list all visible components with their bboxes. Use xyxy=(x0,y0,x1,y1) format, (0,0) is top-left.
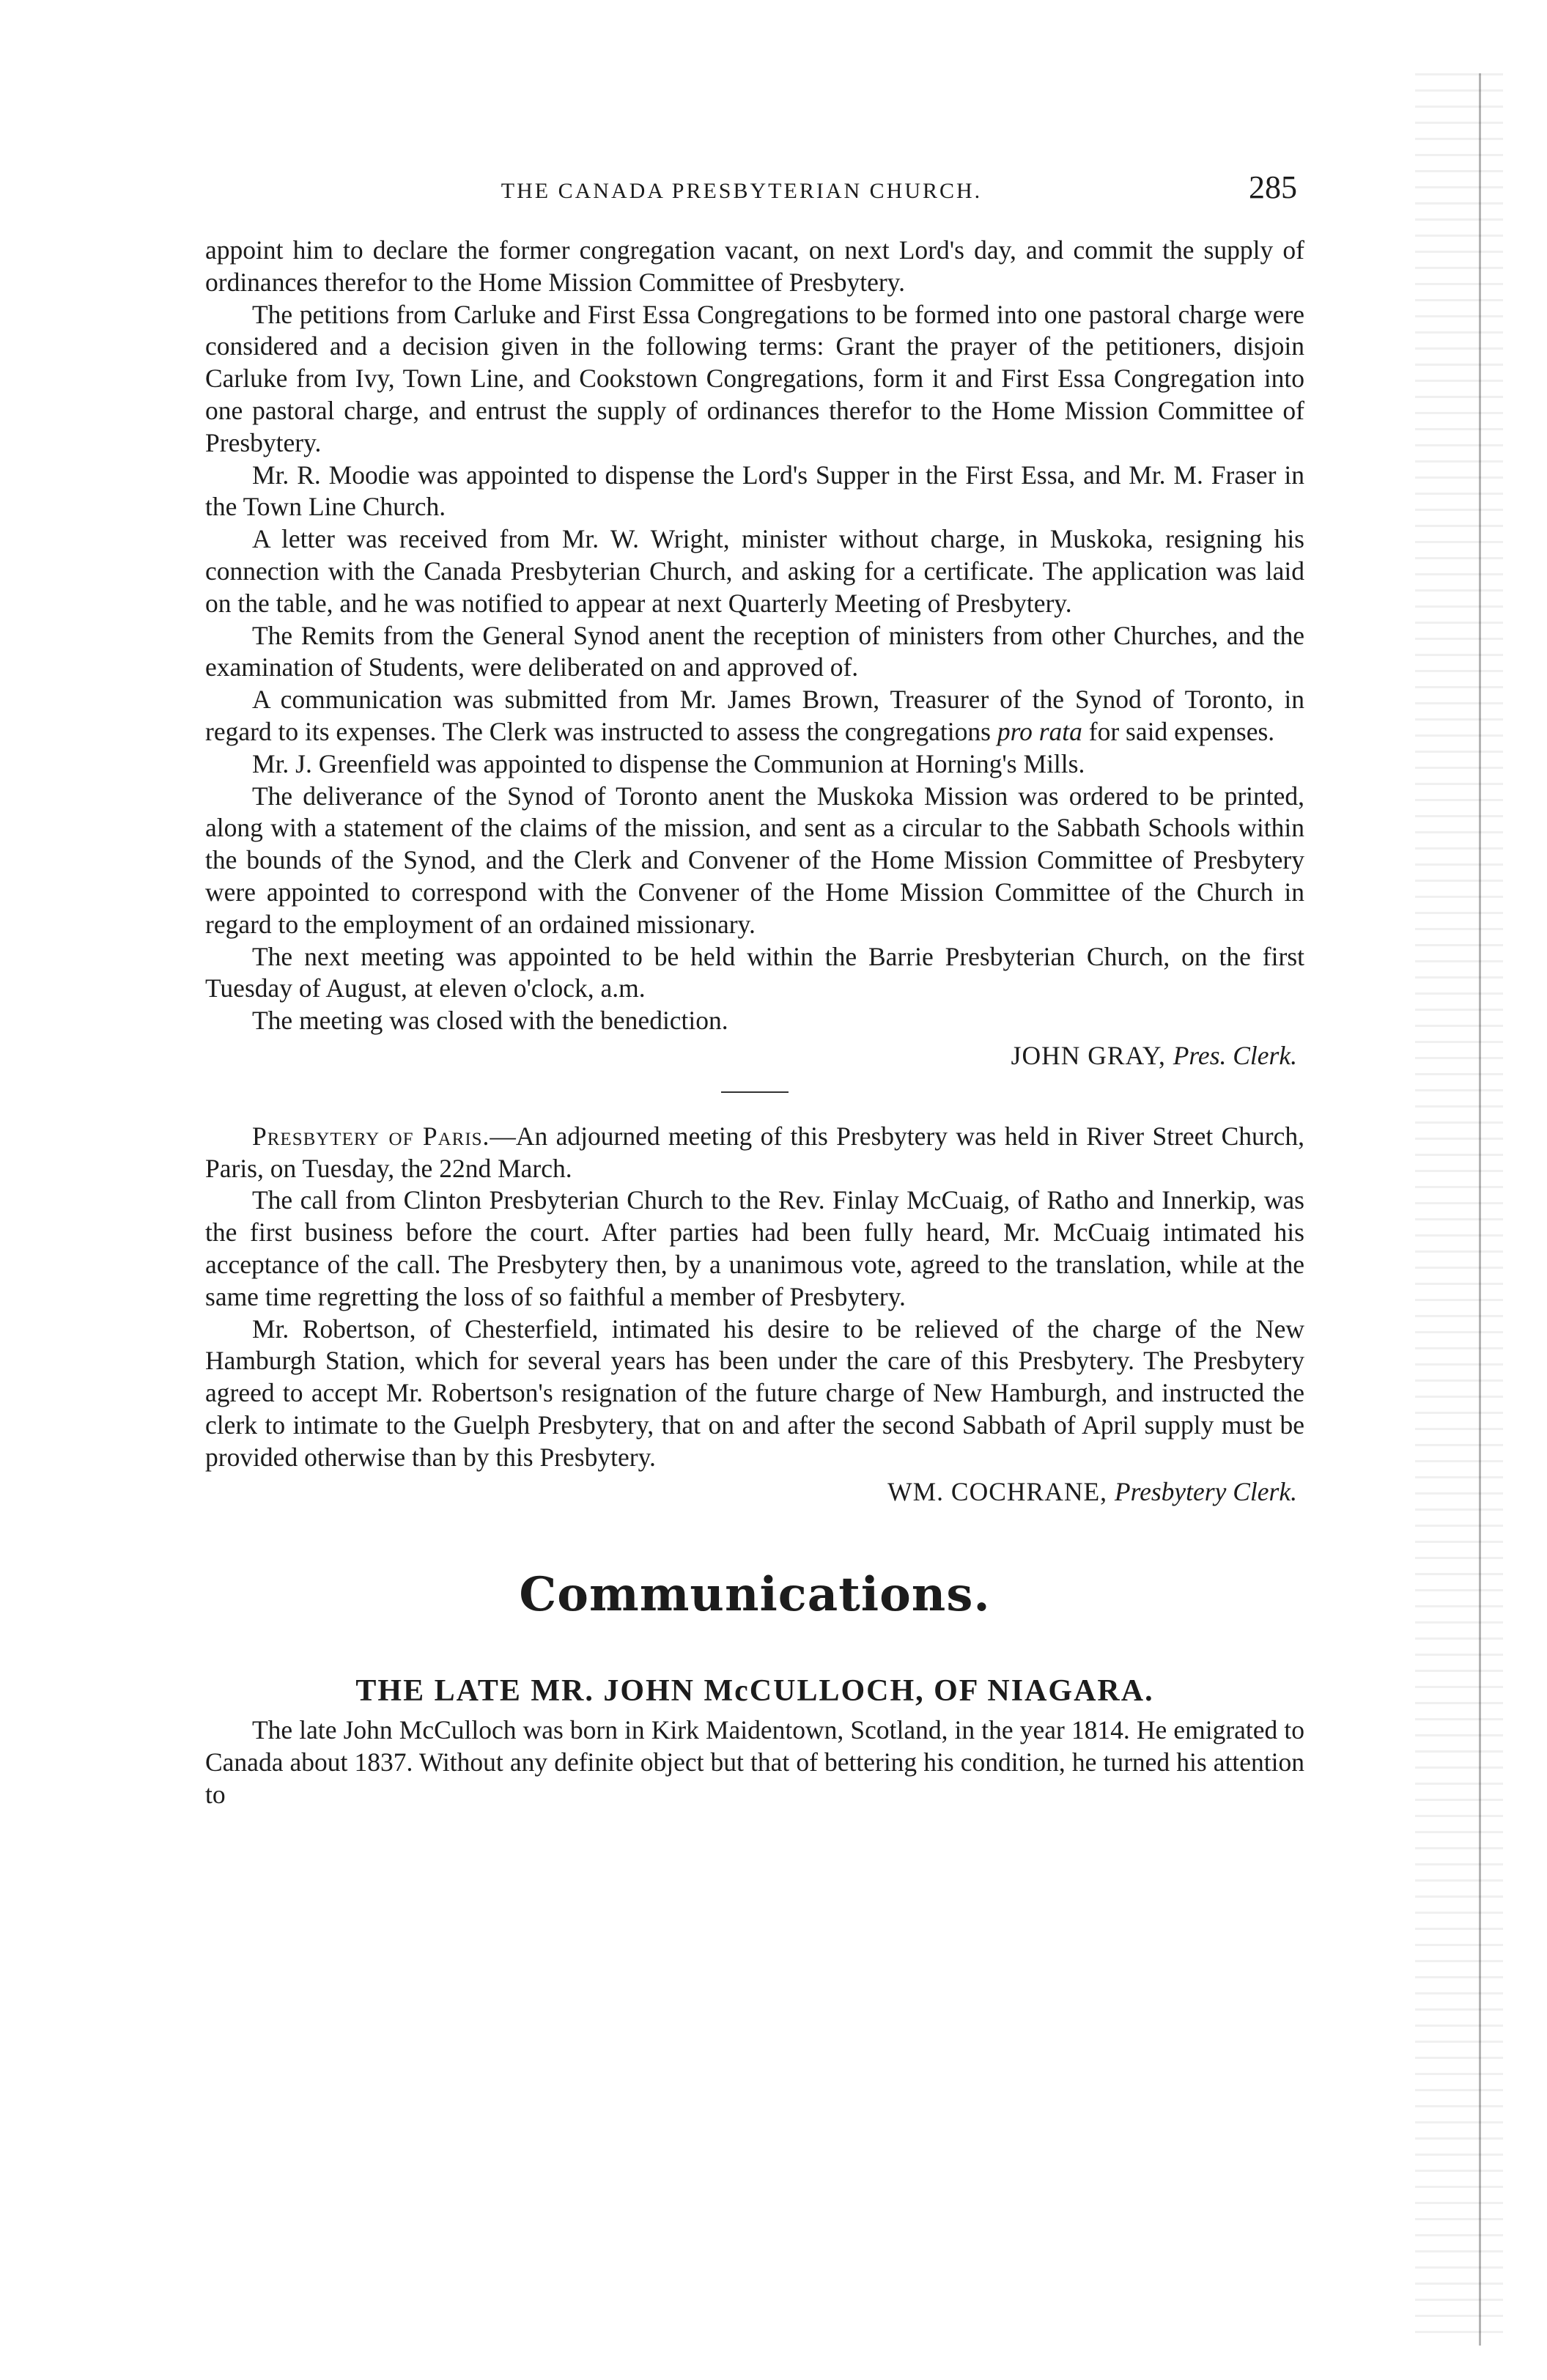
running-header xyxy=(205,169,1304,220)
minutes-paragraph xyxy=(205,1121,1304,1185)
signature-name: WM. COCHRANE, xyxy=(887,1477,1108,1507)
minutes-paragraph: The call from Clinton Presbyterian Church to the Rev. Finlay McCuaig, of Ratho and Innerkip, was the first business before the court. After parties had been fully heard, Mr. McCuaig intimated his acceptance of the call. The Presbytery then, by a unanimous vote, agreed to the translation, while at the same time regretting the loss of so faithful a member of Presbytery. xyxy=(205,1185,1304,1311)
minutes-paragraph: A letter was received from Mr. W. Wright, minister without charge, in Muskoka, resigning his connection with the Canada Presbyterian Church, and asking for a certificate. The application was laid on the table, and he was notified to appear at next Quarterly Meeting of Presbytery. xyxy=(205,524,1304,618)
paragraph-text: for said expenses. xyxy=(1088,716,1275,746)
article xyxy=(205,1673,1304,1810)
paris-presbytery-minutes xyxy=(205,1121,1304,1509)
signature-name: JOHN GRAY, xyxy=(1011,1040,1166,1070)
paragraph-text: A communication was submitted from Mr. James Brown, Treasurer of the Synod of Toronto, in regard to its expenses. The Clerk was instructed to assess the congregations xyxy=(205,685,1304,746)
minutes-paragraph: Mr. Robertson, of Chesterfield, intimated his desire to be relieved of the charge of the New Hamburgh Station, which for several years has been under the care of this Presbytery. The Presbytery agreed to accept Mr. Robertson's resignation of the future charge of New Hamburgh, and instructed the clerk to intimate to the Guelph Presbytery, that on and after the second Sabbath of April supply must be provided otherwise than by this Presbytery. xyxy=(205,1314,1304,1472)
minutes-paragraph xyxy=(205,684,1304,748)
section-lead: Presbytery of Paris. xyxy=(252,1121,490,1151)
scanned-page-edge xyxy=(1415,73,1503,2346)
communications-heading: Communications. xyxy=(519,1567,991,1623)
signature-role: Pres. Clerk. xyxy=(1173,1040,1297,1070)
minutes-paragraph: appoint him to declare the former congregation vacant, on next Lord's day, and commit the supply of ordinances therefor to the Home Mission Committee of Presbytery. xyxy=(205,235,1304,297)
paragraph-text: —An adjourned meeting of this Presbytery was held in River Street Church, Paris, on Tuesday, the 22nd March. xyxy=(205,1121,1304,1183)
barrie-presbytery-minutes xyxy=(205,235,1304,1072)
minutes-paragraph: The Remits from the General Synod anent the reception of ministers from other Churches, and the examination of Students, were deliberated on and approved of. xyxy=(205,620,1304,682)
running-title: THE CANADA PRESBYTERIAN CHURCH. xyxy=(501,179,983,203)
italic-phrase: pro rata xyxy=(997,716,1082,746)
minutes-paragraph: The meeting was closed with the benediction. xyxy=(252,1006,728,1036)
minutes-paragraph: Mr. R. Moodie was appointed to dispense the Lord's Supper in the First Essa, and Mr. M. Fraser in the Town Line Church. xyxy=(205,460,1304,522)
signature-role: Presbytery Clerk. xyxy=(1114,1477,1297,1507)
minutes-paragraph: The next meeting was appointed to be held within the Barrie Presbyterian Church, on the first Tuesday of August, at eleven o'clock, a.m. xyxy=(205,941,1304,1003)
minutes-paragraph: The petitions from Carluke and First Essa Congregations to be formed into one pastoral charge were considered and a decision given in the following terms: Grant the prayer of the petitioners, disjoin Carluke from Ivy, Town Line, and Cookstown Congregations, form it and First Essa Congregation into one pastoral charge, and entrust the supply of ordinances therefor to the Home Mission Committee of Presbytery. xyxy=(205,299,1304,457)
page-number: 285 xyxy=(1249,169,1297,205)
page xyxy=(205,169,1304,1811)
minutes-paragraph: Mr. J. Greenfield was appointed to dispense the Communion at Horning's Mills. xyxy=(252,748,1085,778)
article-paragraph: The late John McCulloch was born in Kirk Maidentown, Scotland, in the year 1814. He emigrated to Canada about 1837. Without any definite object but that of bettering his condition, he turned his attention to xyxy=(205,1715,1304,1809)
clerk-signature xyxy=(205,1476,1304,1508)
article-title: THE LATE MR. JOHN McCULLOCH, OF NIAGARA. xyxy=(355,1674,1154,1709)
clerk-signature xyxy=(205,1040,1304,1072)
section-divider xyxy=(721,1091,789,1093)
minutes-paragraph: The deliverance of the Synod of Toronto anent the Muskoka Mission was ordered to be printed, along with a statement of the claims of the mission, and sent as a circular to the Sabbath Schools within the bounds of the Synod, and the Clerk and Convener of the Home Mission Committee of Presbytery were appointed to correspond with the Convener of the Home Mission Committee of the Church in regard to the employment of an ordained missionary. xyxy=(205,781,1304,939)
